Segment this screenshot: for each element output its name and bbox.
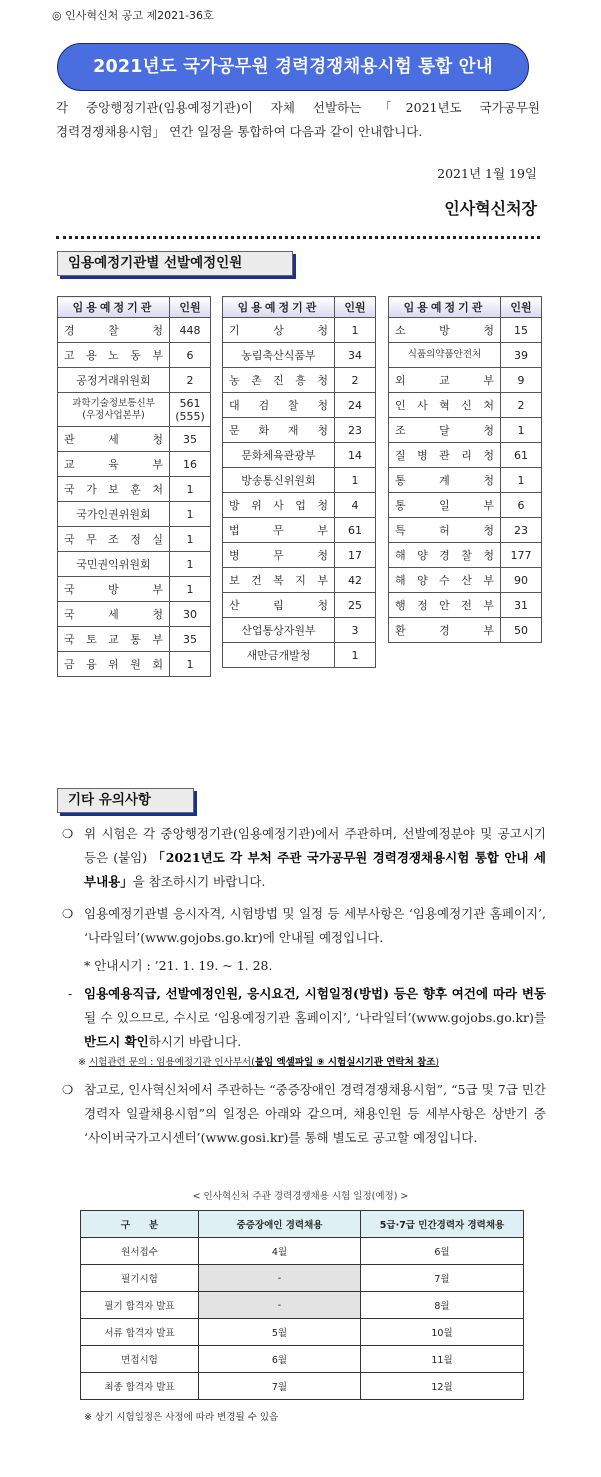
table-row xyxy=(58,452,211,477)
org-name-text: 질 병 관 리 청 xyxy=(395,449,494,462)
table-row xyxy=(58,652,211,677)
intro-paragraph xyxy=(56,96,540,144)
table-row xyxy=(223,493,376,518)
schedule-month: 11월 xyxy=(361,1346,524,1373)
org-name-text: 인 사 혁 신 처 xyxy=(395,399,494,412)
org-name xyxy=(389,468,501,493)
org-name-text: 방 위 사 업 청 xyxy=(229,499,328,512)
schedule-month: 6월 xyxy=(199,1346,361,1373)
table-row xyxy=(58,552,211,577)
org-name xyxy=(58,602,170,627)
schedule-stage: 서류 합격자 발표 xyxy=(81,1319,199,1346)
org-name xyxy=(223,318,335,343)
circle-bullet-icon: ❍ xyxy=(62,906,74,921)
org-name-text: 경 찰 청 xyxy=(64,324,163,337)
schedule-note: ※ 상기 시험일정은 사정에 따라 변경될 수 있음 xyxy=(84,1412,279,1423)
org-name xyxy=(58,427,170,452)
org-count: 1 xyxy=(335,643,376,668)
org-name xyxy=(223,493,335,518)
schedule-stage: 최종 합격자 발표 xyxy=(81,1373,199,1400)
org-name-text: 고 용 노 동 부 xyxy=(64,349,163,362)
org-name-text: 환 경 부 xyxy=(395,624,494,637)
table-row xyxy=(389,443,542,468)
org-count: 25 xyxy=(335,593,376,618)
page-title: 2021년도 국가공무원 경력경쟁채용시험 통합 안내 xyxy=(57,43,529,91)
table-row xyxy=(223,343,376,368)
org-name-text: 국 방 부 xyxy=(64,583,163,596)
table-row xyxy=(389,618,542,643)
table-row xyxy=(389,368,542,393)
org-name-text: 금 융 위 원 회 xyxy=(64,658,163,671)
intro-line-2: 경력경쟁채용시험」 연간 일정을 통합하여 다음과 같이 안내합니다. xyxy=(56,124,423,139)
org-count: 15 xyxy=(501,318,542,343)
table-row xyxy=(389,493,542,518)
schedule-row xyxy=(81,1346,524,1373)
org-count: 42 xyxy=(335,568,376,593)
org-name-text: 국 세 청 xyxy=(64,608,163,621)
table-row xyxy=(223,368,376,393)
table-row xyxy=(223,543,376,568)
org-name xyxy=(223,593,335,618)
schedule-caption: < 인사혁신처 주관 경력경쟁채용 시험 일정(예정) > xyxy=(192,1191,409,1202)
table-row xyxy=(389,593,542,618)
org-name-text: 통 일 부 xyxy=(395,499,494,512)
schedule-month: 4월 xyxy=(199,1238,361,1265)
org-name xyxy=(389,393,501,418)
org-name-text: 국 무 조 정 실 xyxy=(64,533,163,546)
note-item: ❍ 임용예정기관별 응시자격, 시험방법 및 일정 등 세부사항은 ‘임용예정기관 홈페이지’, ‘나라일터’(www.gojobs.go.kr)에 안내될 예정입니다. xyxy=(60,902,546,950)
notice-number: ◎ 인사혁신처 공고 제2021-36호 xyxy=(52,9,214,22)
table-row xyxy=(223,443,376,468)
schedule-header: 중증장애인 경력채용 xyxy=(199,1211,361,1238)
schedule-stage: 필기시험 xyxy=(81,1265,199,1292)
org-name xyxy=(223,568,335,593)
table-row xyxy=(223,393,376,418)
table-row xyxy=(389,343,542,368)
org-name xyxy=(389,543,501,568)
schedule-row xyxy=(81,1265,524,1292)
org-name-text: 소 방 청 xyxy=(395,324,494,337)
table-row xyxy=(389,393,542,418)
org-name-text: 법 무 부 xyxy=(229,524,328,537)
org-name-text: 산 림 청 xyxy=(229,599,328,612)
org-name xyxy=(389,618,501,643)
table-row xyxy=(58,477,211,502)
table-row xyxy=(223,643,376,668)
org-count: 2 xyxy=(335,368,376,393)
col-header-count: 인원 xyxy=(335,297,376,318)
org-table-3 xyxy=(388,296,542,643)
org-name-text: 병 무 청 xyxy=(229,549,328,562)
org-name-text: 농 촌 진 흥 청 xyxy=(229,374,328,387)
note-subitem: - 임용예용직급, 선발예정인원, 응시요건, 시험일정(방법) 등은 향후 여건에 따라 변동될 수 있으므로, 수시로 ‘임용예정기관 홈페이지’, ‘나라일터’(www.gojobs.go.kr)를 반드시 확인하시기 바랍니다. xyxy=(60,982,546,1054)
schedule-month: 5월 xyxy=(199,1319,361,1346)
org-name-text: 국 가 보 훈 처 xyxy=(64,483,163,496)
org-count: 1 xyxy=(170,652,211,677)
schedule-header: 구 분 xyxy=(81,1211,199,1238)
org-name: 문화체육관광부 xyxy=(223,443,335,468)
org-name xyxy=(389,493,501,518)
section-heading-recruitment: 임용예정기관별 선발예정인원 xyxy=(57,251,293,276)
org-name xyxy=(223,543,335,568)
table-row xyxy=(58,343,211,368)
table-row xyxy=(58,368,211,393)
org-name xyxy=(58,577,170,602)
org-name xyxy=(58,318,170,343)
table-row xyxy=(223,418,376,443)
org-count: 561 (555) xyxy=(170,393,211,427)
org-name xyxy=(223,393,335,418)
org-name xyxy=(58,343,170,368)
schedule-row xyxy=(81,1292,524,1319)
org-name: 산업통상자원부 xyxy=(223,618,335,643)
notice-date: 2021년 1월 19일 xyxy=(437,166,537,181)
org-name-text: 교 육 부 xyxy=(64,458,163,471)
table-row xyxy=(58,527,211,552)
dash-bullet: - xyxy=(68,986,73,1001)
org-name-text: 문 화 재 청 xyxy=(229,424,328,437)
org-count: 6 xyxy=(170,343,211,368)
schedule-month: 8월 xyxy=(361,1292,524,1319)
org-count: 50 xyxy=(501,618,542,643)
org-count: 17 xyxy=(335,543,376,568)
org-count: 23 xyxy=(335,418,376,443)
org-name-text: 기 상 청 xyxy=(229,324,328,337)
org-name xyxy=(389,418,501,443)
org-name-text: 보 건 복 지 부 xyxy=(229,574,328,587)
schedule-header: 5급·7급 민간경력자 경력채용 xyxy=(361,1211,524,1238)
schedule-month: 12월 xyxy=(361,1373,524,1400)
note-item: ❍ 참고로, 인사혁신처에서 주관하는 “중증장애인 경력경쟁채용시험”, “5급 및 7급 민간경력자 일괄채용시험”의 일정은 아래와 같으며, 채용인원 등 세부사항은 상반기 중 ‘사이버국가고시센터’(www.gosi.kr)를 통해 별도로 공고할 예정입니다. xyxy=(60,1078,546,1150)
org-count: 61 xyxy=(335,518,376,543)
contact-note: ※ 시험관련 문의 : 임용예정기관 인사부서(붙임 엑셀파일 ⑨ 시험실시기관 연락처 참조) xyxy=(78,1057,440,1068)
org-name: 국민권익위원회 xyxy=(58,552,170,577)
schedule-month: - xyxy=(199,1265,361,1292)
org-name: 국가인권위원회 xyxy=(58,502,170,527)
schedule-row xyxy=(81,1238,524,1265)
table-row xyxy=(223,318,376,343)
table-row xyxy=(58,502,211,527)
schedule-month: 10월 xyxy=(361,1319,524,1346)
org-name-text: 행 정 안 전 부 xyxy=(395,599,494,612)
org-count: 1 xyxy=(501,418,542,443)
org-count: 16 xyxy=(170,452,211,477)
org-count: 1 xyxy=(335,318,376,343)
org-name-text: 조 달 청 xyxy=(395,424,494,437)
org-name xyxy=(389,368,501,393)
org-count: 177 xyxy=(501,543,542,568)
col-header-org: 임용예정기관 xyxy=(58,297,170,318)
org-count: 35 xyxy=(170,427,211,452)
org-table-2 xyxy=(222,296,376,668)
org-name: 새만금개발청 xyxy=(223,643,335,668)
dotted-divider xyxy=(56,236,540,239)
org-count: 35 xyxy=(170,627,211,652)
org-count: 1 xyxy=(170,552,211,577)
org-name xyxy=(223,368,335,393)
org-name-text: 관 세 청 xyxy=(64,433,163,446)
org-name: 방송통신위원회 xyxy=(223,468,335,493)
org-name-text: 대 검 찰 청 xyxy=(229,399,328,412)
org-name xyxy=(58,477,170,502)
org-table-1 xyxy=(57,296,211,677)
org-name: 공정거래위원회 xyxy=(58,368,170,393)
org-count: 1 xyxy=(170,502,211,527)
signer: 인사혁신처장 xyxy=(444,199,537,218)
org-name-text: 통 계 청 xyxy=(395,474,494,487)
table-row xyxy=(389,568,542,593)
org-name xyxy=(223,518,335,543)
org-name-text: 해 양 수 산 부 xyxy=(395,574,494,587)
org-count: 4 xyxy=(335,493,376,518)
table-row xyxy=(223,518,376,543)
org-count: 2 xyxy=(170,368,211,393)
col-header-org: 임용예정기관 xyxy=(223,297,335,318)
org-count: 1 xyxy=(170,527,211,552)
table-row xyxy=(58,427,211,452)
schedule-stage: 면접시험 xyxy=(81,1346,199,1373)
schedule-month: 7월 xyxy=(199,1373,361,1400)
table-row xyxy=(58,627,211,652)
org-name xyxy=(389,568,501,593)
table-row xyxy=(389,518,542,543)
schedule-table xyxy=(80,1210,524,1400)
org-count: 6 xyxy=(501,493,542,518)
org-count: 24 xyxy=(335,393,376,418)
table-row xyxy=(389,468,542,493)
schedule-row xyxy=(81,1373,524,1400)
org-name xyxy=(58,652,170,677)
org-count: 1 xyxy=(170,477,211,502)
org-count: 1 xyxy=(170,577,211,602)
table-row xyxy=(58,602,211,627)
table-row xyxy=(223,593,376,618)
section-heading-notes: 기타 유의사항 xyxy=(57,788,194,813)
org-name-text: 외 교 부 xyxy=(395,374,494,387)
org-count: 3 xyxy=(335,618,376,643)
org-name xyxy=(58,527,170,552)
org-count: 448 xyxy=(170,318,211,343)
org-name-text: 국 토 교 통 부 xyxy=(64,633,163,646)
notes-list xyxy=(60,822,546,1150)
org-count: 90 xyxy=(501,568,542,593)
table-row xyxy=(389,318,542,343)
table-row xyxy=(58,318,211,343)
org-count: 34 xyxy=(335,343,376,368)
org-name xyxy=(58,452,170,477)
table-row xyxy=(389,543,542,568)
schedule-month: - xyxy=(199,1292,361,1319)
table-row xyxy=(389,418,542,443)
org-name: 과학기술정보통신부 (우정사업본부) xyxy=(58,393,170,427)
schedule-month: 7월 xyxy=(361,1265,524,1292)
org-name xyxy=(389,518,501,543)
col-header-count: 인원 xyxy=(170,297,211,318)
org-count: 30 xyxy=(170,602,211,627)
org-name xyxy=(389,443,501,468)
org-name xyxy=(389,318,501,343)
org-name xyxy=(58,627,170,652)
org-count: 23 xyxy=(501,518,542,543)
intro-line-1: 각 중앙행정기관(임용예정기관)이 자체 선발하는 「2021년도 국가공무원 xyxy=(56,100,540,115)
schedule-row xyxy=(81,1319,524,1346)
org-count: 1 xyxy=(501,468,542,493)
col-header-count: 인원 xyxy=(501,297,542,318)
org-count: 61 xyxy=(501,443,542,468)
schedule-stage: 원서접수 xyxy=(81,1238,199,1265)
org-name-text: 특 허 청 xyxy=(395,524,494,537)
table-row xyxy=(223,468,376,493)
org-count: 1 xyxy=(335,468,376,493)
org-name-text: 해 양 경 찰 청 xyxy=(395,549,494,562)
circle-bullet-icon: ❍ xyxy=(62,1082,74,1097)
announce-period: * 안내시기 : ’21. 1. 19. ~ 1. 28. xyxy=(84,958,273,973)
org-count: 31 xyxy=(501,593,542,618)
org-name: 식품의약품안전처 xyxy=(389,343,501,368)
org-name xyxy=(223,418,335,443)
table-row xyxy=(58,577,211,602)
org-count: 14 xyxy=(335,443,376,468)
col-header-org: 임용예정기관 xyxy=(389,297,501,318)
note-item: ❍ 위 시험은 각 중앙행정기관(임용예정기관)에서 주관하며, 선발예정분야 및 공고시기 등은 (붙임) 「2021년도 각 부처 주관 국가공무원 경력경쟁채용시험 통합 안내 세부내용」을 참조하시기 바랍니다. xyxy=(60,822,546,894)
org-name xyxy=(389,593,501,618)
schedule-month: 6월 xyxy=(361,1238,524,1265)
org-count: 39 xyxy=(501,343,542,368)
org-name: 농림축산식품부 xyxy=(223,343,335,368)
org-count: 2 xyxy=(501,393,542,418)
org-count: 9 xyxy=(501,368,542,393)
table-row xyxy=(58,393,211,427)
circle-bullet-icon: ❍ xyxy=(62,826,74,841)
table-row xyxy=(223,568,376,593)
table-row xyxy=(223,618,376,643)
schedule-stage: 필기 합격자 발표 xyxy=(81,1292,199,1319)
